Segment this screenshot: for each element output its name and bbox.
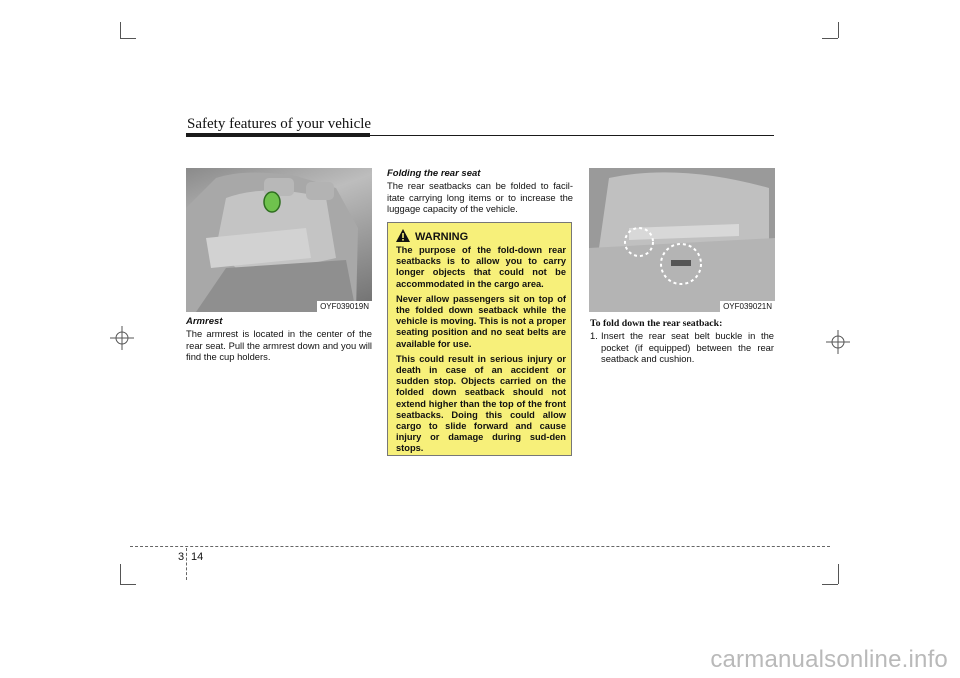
section-title: Safety features of your vehicle xyxy=(187,116,372,132)
fold-steps-title: To fold down the rear seatback: xyxy=(590,318,723,329)
armrest-photo xyxy=(186,168,372,312)
fold-step-number: 1. xyxy=(590,330,598,341)
fold-seat-illustration xyxy=(589,168,775,312)
crop-mark-top-left-h xyxy=(120,38,136,39)
crop-mark-top-left xyxy=(120,22,121,38)
warning-paragraph: The purpose of the fold-down rear seatbacks is to allow you to carry longer objects that could not be accommodated in the cargo area. xyxy=(396,245,566,289)
footer-page-number: 14 xyxy=(191,551,204,563)
fold-seat-photo xyxy=(589,168,775,312)
watermark: carmanualsonline.info xyxy=(710,646,948,673)
armrest-photo-code: OYF039019N xyxy=(317,301,372,312)
folding-heading: Folding the rear seat xyxy=(387,168,481,179)
registration-mark-left xyxy=(110,326,134,350)
fold-seat-photo-code: OYF039021N xyxy=(720,301,775,312)
armrest-text: The armrest is located in the center of the rear seat. Pull the armrest down and you will find the cup holders. xyxy=(186,328,372,363)
footer-dashed-rule xyxy=(130,546,830,547)
warning-label: WARNING xyxy=(415,231,469,243)
folding-text: The rear seatbacks can be folded to facil-itate carrying long items or to increase the luggage capacity of the vehicle. xyxy=(387,180,573,215)
armrest-illustration xyxy=(186,168,372,312)
armrest-heading: Armrest xyxy=(186,316,223,327)
footer-divider xyxy=(186,548,187,580)
crop-mark-bottom-left xyxy=(120,564,121,584)
warning-paragraph: This could result in serious injury or death in case of an accident or sudden stop. Objects carried on the folded down seatback should not extend higher than the top of the front seatbacks. Doing this could allow cargo to slide forward and cause injury or damage during sud-den stops. xyxy=(396,353,566,454)
warning-paragraph: Never allow passengers sit on top of the folded down seatback while the vehicle is moving. This is not a proper seating position and no seat belts are available for use. xyxy=(396,293,566,349)
crop-mark-bottom-right-h xyxy=(822,584,838,585)
footer-chapter-number: 3 xyxy=(178,551,185,563)
crop-mark-top-right xyxy=(838,22,839,38)
crop-mark-bottom-right xyxy=(838,564,839,584)
fold-step-text: Insert the rear seat belt buckle in the pocket (if equipped) between the rear seatback and cushion. xyxy=(601,330,774,365)
warning-triangle-icon xyxy=(396,229,410,242)
warning-text xyxy=(396,245,566,459)
registration-mark-right xyxy=(826,330,850,354)
crop-mark-bottom-left-h xyxy=(120,584,136,585)
header-rule-thick xyxy=(186,133,370,137)
crop-mark-top-right-h xyxy=(822,38,838,39)
warning-box xyxy=(387,222,572,456)
header-rule-thin xyxy=(370,135,774,136)
